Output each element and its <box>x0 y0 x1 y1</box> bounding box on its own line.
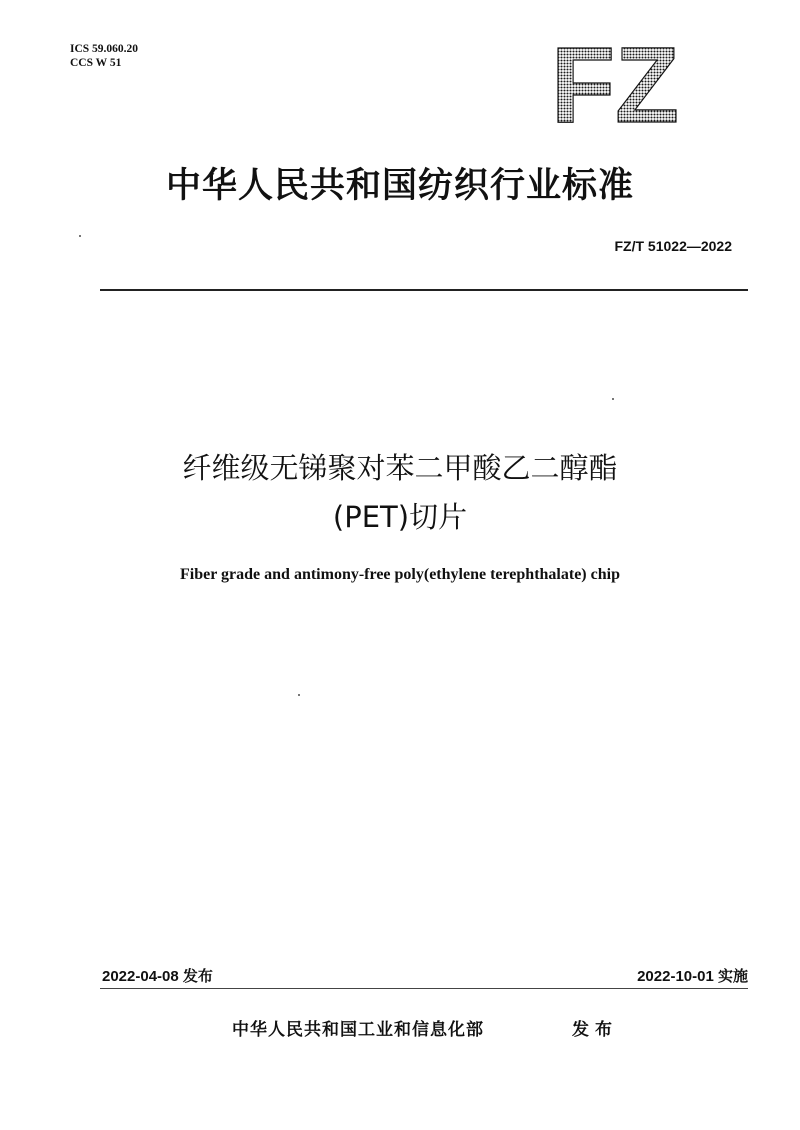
implementation-date: 2022-10-01 实施 <box>637 968 748 985</box>
standard-number: FZ/T 51022—2022 <box>614 238 732 254</box>
issue-date: 2022-04-08 发布 <box>102 968 213 985</box>
title-line-1: 纤维级无锑聚对苯二甲酸乙二醇酯 <box>182 451 618 485</box>
document-title-english: Fiber grade and antimony-free poly(ethylene terephthalate) chip <box>180 566 620 583</box>
title-line-2: (PET)切片 <box>332 500 468 534</box>
standard-category-title: 中华人民共和国纺织行业标准 <box>165 166 634 206</box>
header-divider <box>100 289 748 291</box>
fz-logo <box>548 38 683 128</box>
publisher-name: 中华人民共和国工业和信息化部 <box>232 1020 484 1040</box>
classification-codes <box>70 42 138 70</box>
scan-speck <box>79 235 81 237</box>
fz-logo-graphic <box>548 38 683 128</box>
publish-label: 发布 <box>572 1020 618 1040</box>
document-title-chinese <box>0 444 800 542</box>
scan-speck <box>612 398 614 400</box>
ccs-code: CCS W 51 <box>70 57 122 69</box>
ics-code: ICS 59.060.20 <box>70 43 139 55</box>
scan-speck <box>298 694 300 696</box>
fz-logo-text: FZ <box>551 38 679 128</box>
footer-divider <box>100 988 748 989</box>
